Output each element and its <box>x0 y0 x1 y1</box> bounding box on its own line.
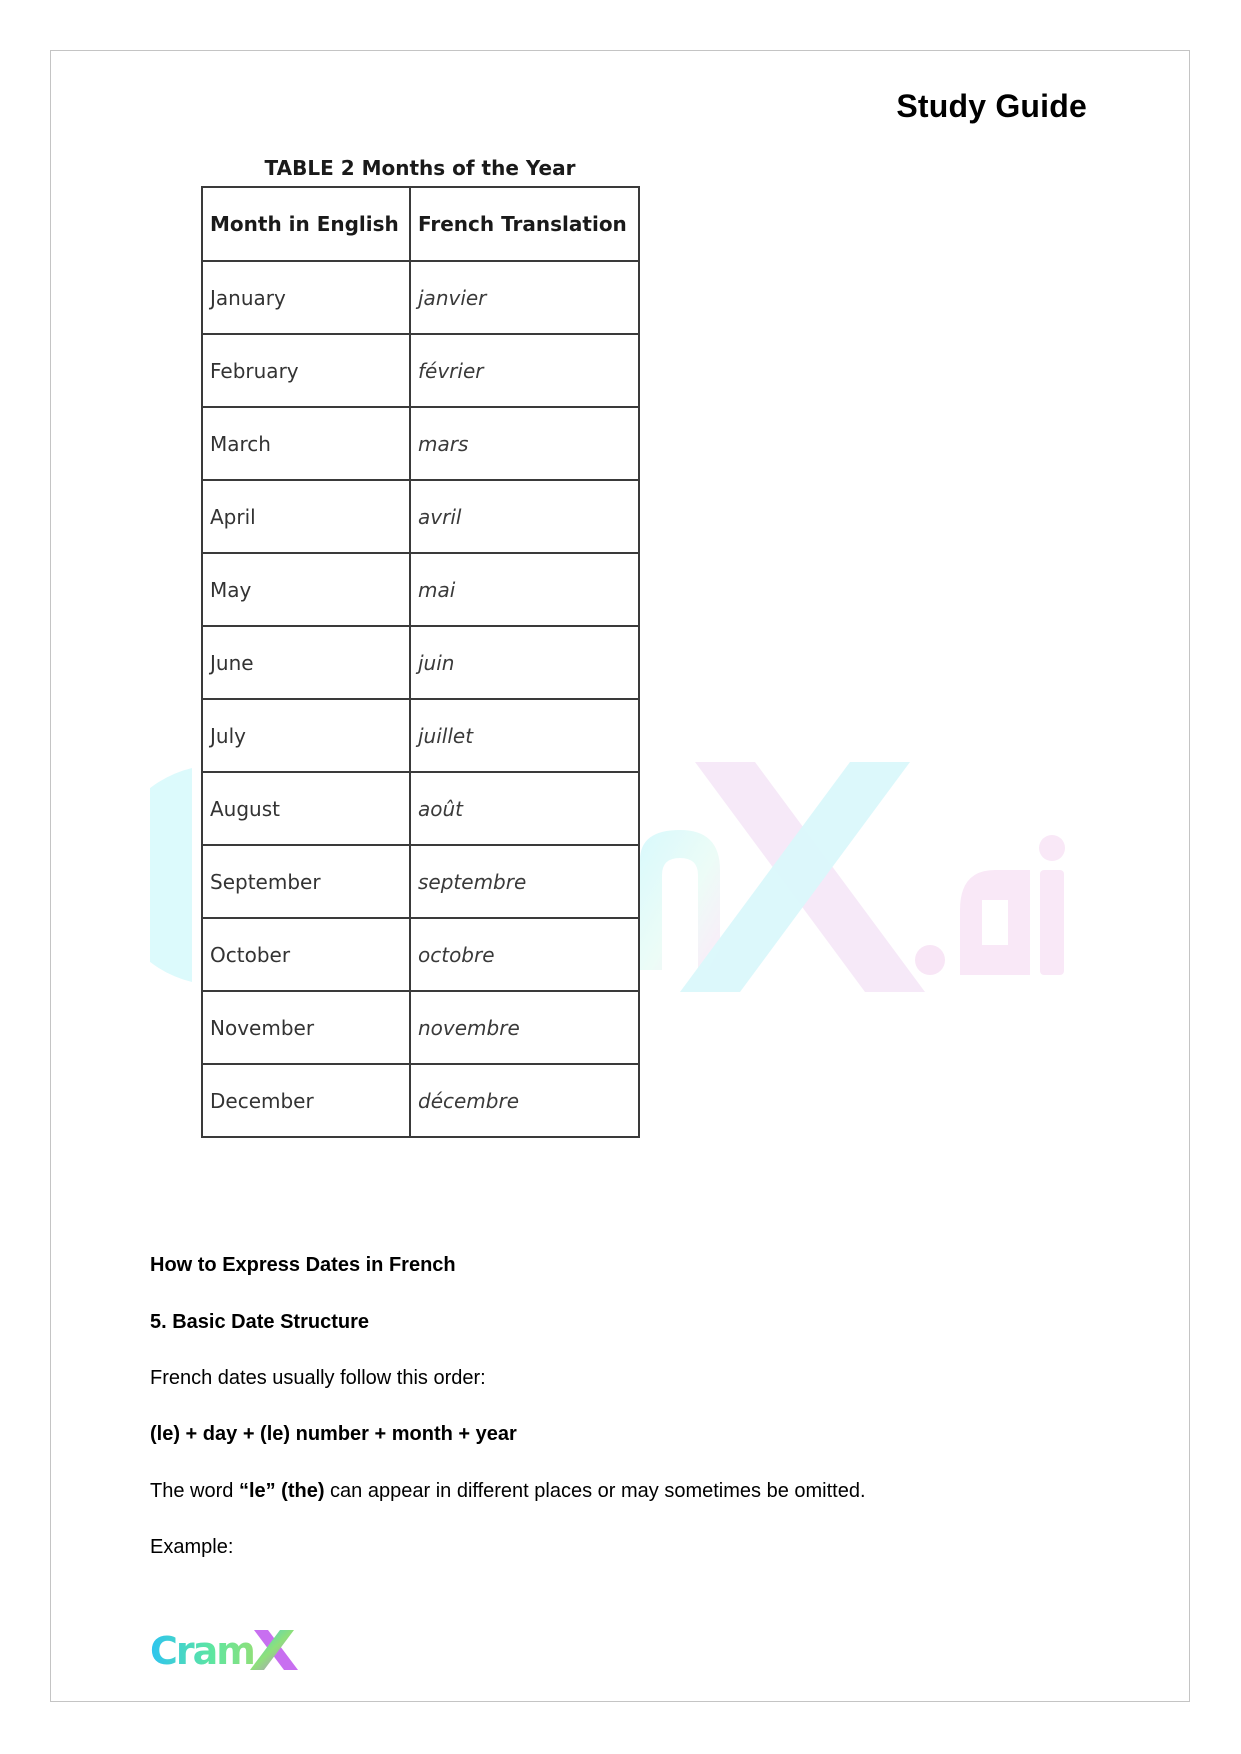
example-label: Example: <box>150 1536 234 1558</box>
month-french: août <box>410 772 639 845</box>
note-suffix: can appear in different places or may sometimes be omitted. <box>324 1480 866 1502</box>
month-english: October <box>202 918 410 991</box>
cramx-logo <box>150 1626 300 1672</box>
note-prefix: The word <box>150 1480 239 1502</box>
month-french: février <box>410 334 639 407</box>
month-french: janvier <box>410 261 639 334</box>
month-english: May <box>202 553 410 626</box>
cramx-logo-icon <box>150 1626 300 1672</box>
svg-text:Cram: Cram <box>150 1629 254 1672</box>
note-bold-term: “le” (the) <box>238 1480 325 1502</box>
table-row <box>202 480 639 553</box>
table-row <box>202 407 639 480</box>
date-formula: (le) + day + (le) number + month + year <box>150 1423 517 1445</box>
column-header-french: French Translation <box>410 187 639 261</box>
month-english: June <box>202 626 410 699</box>
subsection-heading: 5. Basic Date Structure <box>150 1311 369 1333</box>
table-caption: TABLE 2 Months of the Year <box>264 156 576 180</box>
table-row <box>202 553 639 626</box>
table-row <box>202 334 639 407</box>
month-english: November <box>202 991 410 1064</box>
month-french: mai <box>410 553 639 626</box>
table-row <box>202 626 639 699</box>
table-row <box>202 261 639 334</box>
months-table <box>201 186 640 1138</box>
month-english: September <box>202 845 410 918</box>
table-row <box>202 845 639 918</box>
month-english: March <box>202 407 410 480</box>
month-french: octobre <box>410 918 639 991</box>
month-french: décembre <box>410 1064 639 1137</box>
column-header-english: Month in English <box>202 187 410 261</box>
table-row <box>202 772 639 845</box>
month-english: July <box>202 699 410 772</box>
month-english: January <box>202 261 410 334</box>
month-english: February <box>202 334 410 407</box>
table-row <box>202 1064 639 1137</box>
month-french: juin <box>410 626 639 699</box>
table-row <box>202 699 639 772</box>
table-header-row <box>202 187 639 261</box>
intro-paragraph: French dates usually follow this order: <box>150 1367 486 1389</box>
table-row <box>202 991 639 1064</box>
page-title: Study Guide <box>896 88 1087 124</box>
month-english: April <box>202 480 410 553</box>
month-french: avril <box>410 480 639 553</box>
table-row <box>202 918 639 991</box>
month-english: December <box>202 1064 410 1137</box>
month-french: juillet <box>410 699 639 772</box>
month-french: septembre <box>410 845 639 918</box>
note-paragraph <box>150 1479 866 1503</box>
month-english: August <box>202 772 410 845</box>
month-french: mars <box>410 407 639 480</box>
month-french: novembre <box>410 991 639 1064</box>
section-heading: How to Express Dates in French <box>150 1254 456 1276</box>
